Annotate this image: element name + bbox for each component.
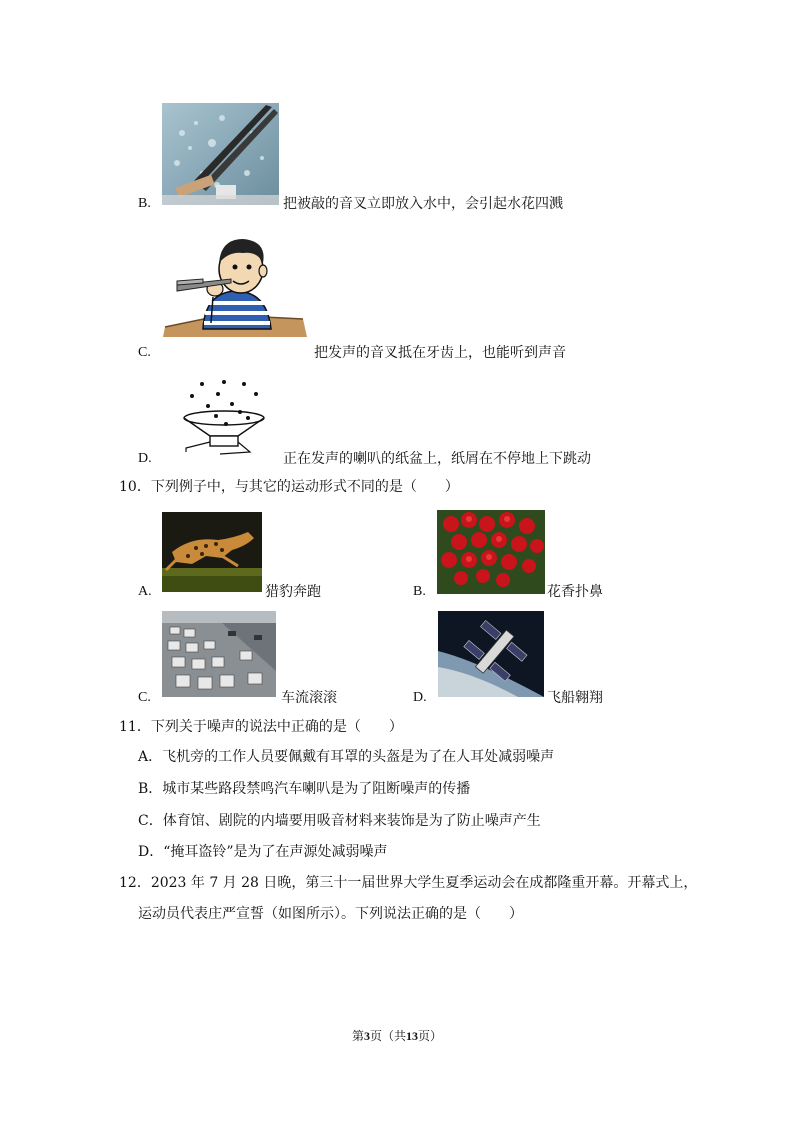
q9-option-b-text: 把被敲的音叉立即放入水中，会引起水花四溅	[283, 196, 563, 212]
cheetah-running-photo	[162, 512, 262, 592]
q10-option-d-label: D.	[413, 690, 427, 705]
spacecraft-orbit-photo	[438, 611, 544, 697]
q9-option-d-text: 正在发声的喇叭的纸盆上，纸屑在不停地上下跳动	[283, 451, 591, 467]
q11-option-b: B．城市某些路段禁鸣汽车喇叭是为了阻断噪声的传播	[138, 781, 471, 797]
q11-option-d: D．“掩耳盗铃”是为了在声源处减弱噪声	[138, 844, 388, 860]
q11-option-a: A．飞机旁的工作人员要佩戴有耳罩的头盔是为了在人耳处减弱噪声	[138, 749, 555, 765]
traffic-flow-photo	[162, 611, 276, 697]
boy-biting-tuning-fork-illustration	[163, 233, 308, 339]
red-roses-photo	[437, 510, 545, 594]
page-footer	[0, 1027, 794, 1045]
q10-option-b-text: 花香扑鼻	[547, 584, 603, 600]
q9-option-b-label: B.	[138, 196, 151, 211]
q10-option-d-text: 飞船翱翔	[547, 690, 603, 706]
tuning-fork-in-water-photo	[162, 103, 279, 205]
q12-stem-line2: 运动员代表庄严宣誓（如图所示）。下列说法正确的是（ ）	[138, 906, 523, 922]
speaker-paper-bits-diagram	[180, 378, 276, 458]
footer-prefix: 第	[351, 1029, 364, 1043]
q10-option-c-text: 车流滚滚	[281, 690, 337, 706]
q10-stem: 10．下列例子中，与其它的运动形式不同的是（ ）	[119, 479, 459, 495]
q9-option-c-label: C.	[138, 345, 151, 360]
q9-option-c-text: 把发声的音叉抵在牙齿上，也能听到声音	[314, 345, 566, 361]
footer-total-pages: 13	[406, 1029, 418, 1043]
q10-option-a-label: A.	[138, 584, 152, 599]
q11-stem: 11．下列关于噪声的说法中正确的是（ ）	[119, 719, 403, 735]
q10-option-a-text: 猎豹奔跑	[265, 584, 321, 600]
footer-middle: 页（共	[369, 1029, 406, 1043]
q9-option-d-label: D.	[138, 451, 152, 466]
footer-suffix: 页）	[418, 1029, 443, 1043]
footer-page-number: 3	[363, 1029, 370, 1043]
q11-option-c: C．体育馆、剧院的内墙要用吸音材料来装饰是为了防止噪声产生	[138, 813, 541, 829]
q12-stem-line1: 12．2023 年 7 月 28 日晚，第三十一届世界大学生夏季运动会在成都隆重开幕。开幕式上，	[119, 875, 698, 891]
q10-option-c-label: C.	[138, 690, 151, 705]
q10-option-b-label: B.	[413, 584, 426, 599]
